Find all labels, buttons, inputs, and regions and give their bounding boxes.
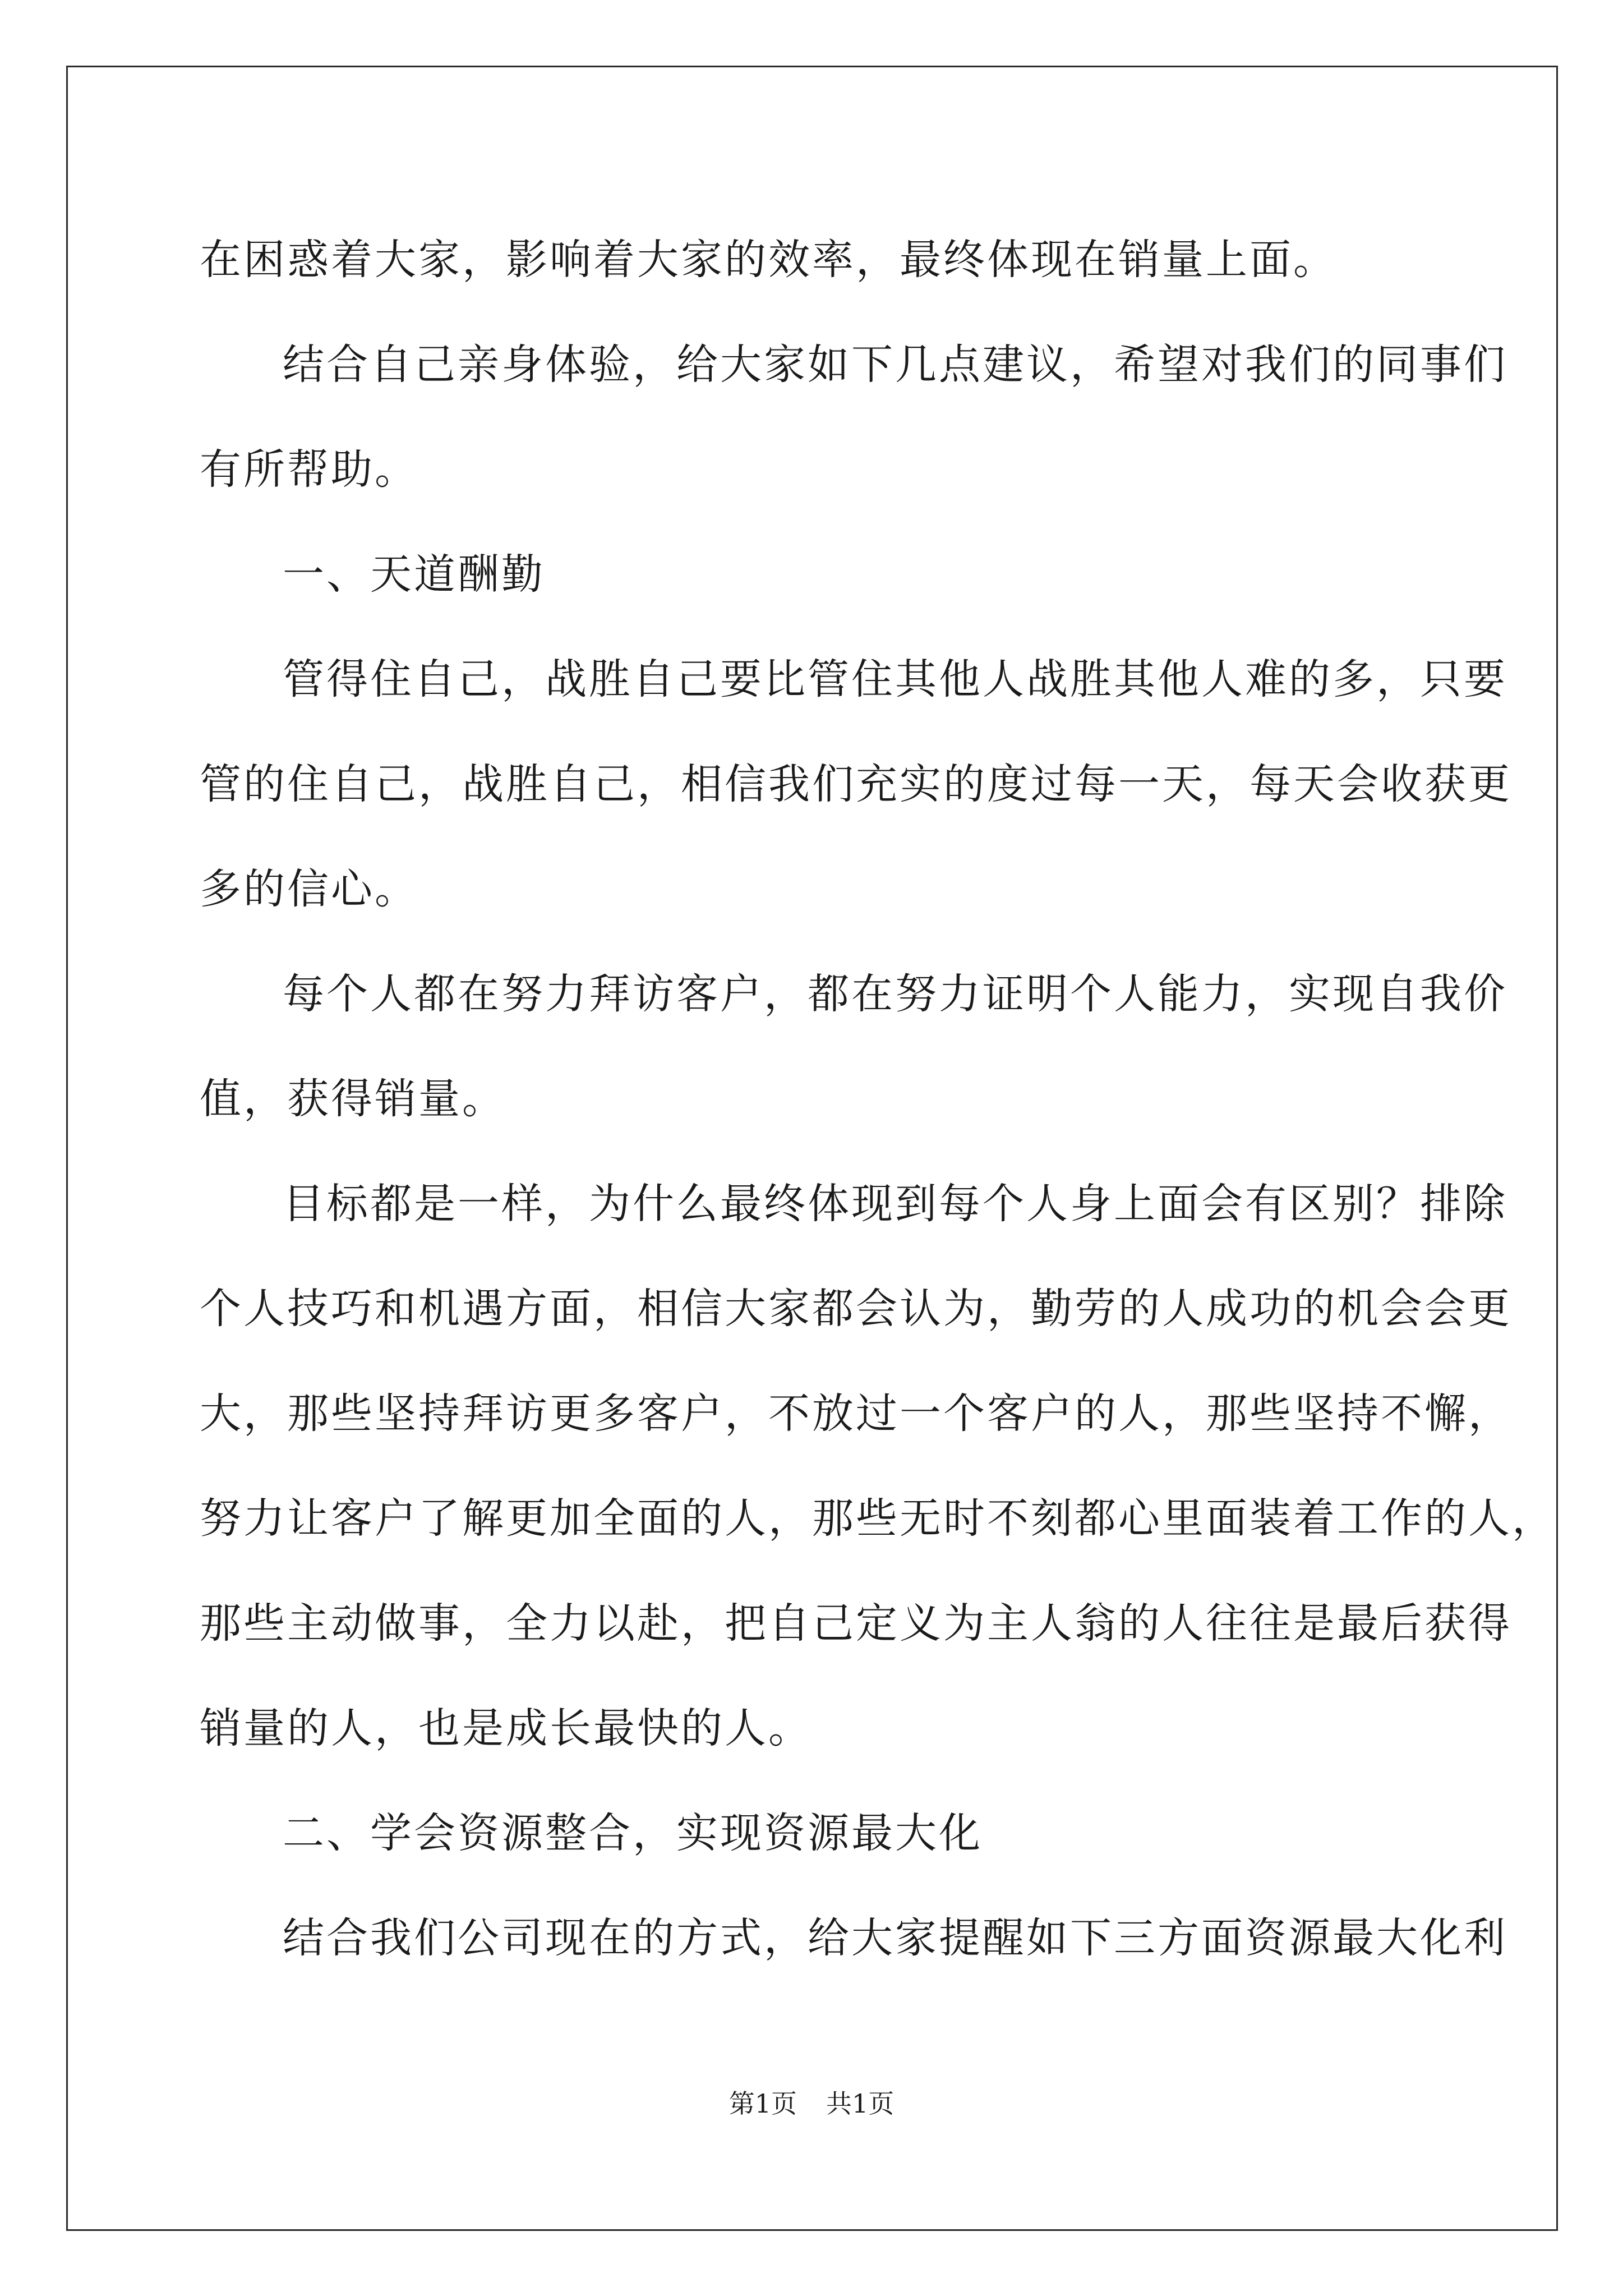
text-line: 值，获得销量。 xyxy=(200,1075,506,1123)
text-line: 大，那些坚持拜访更多客户，不放过一个客户的人，那些坚持不懈， xyxy=(200,1389,1512,1438)
page-footer xyxy=(0,2087,1623,2120)
text-line: 管的住自己，战胜自己，相信我们充实的度过每一天，每天会收获更 xyxy=(200,760,1512,808)
text-line: 有所帮助。 xyxy=(200,445,418,494)
document-body xyxy=(200,208,1556,1991)
text-line: 在困惑着大家，影响着大家的效率，最终体现在销量上面。 xyxy=(200,236,1337,284)
text-line: 销量的人，也是成长最快的人。 xyxy=(200,1704,812,1752)
page-number-current: 第1页 xyxy=(728,2088,797,2119)
section-heading: 一、天道酬勤 xyxy=(283,550,545,599)
text-line: 结合自己亲身体验，给大家如下几点建议，希望对我们的同事们 xyxy=(283,341,1507,389)
page-number-total: 共1页 xyxy=(826,2088,895,2119)
text-line: 每个人都在努力拜访客户，都在努力证明个人能力，实现自我价 xyxy=(283,970,1507,1018)
section-heading: 二、学会资源整合，实现资源最大化 xyxy=(283,1809,983,1857)
text-line: 结合我们公司现在的方式，给大家提醒如下三方面资源最大化利 xyxy=(283,1914,1507,1962)
text-line: 那些主动做事，全力以赴，把自己定义为主人翁的人往往是最后获得 xyxy=(200,1599,1512,1648)
text-line: 多的信心。 xyxy=(200,865,418,913)
text-line: 目标都是一样，为什么最终体现到每个人身上面会有区别？排除 xyxy=(283,1180,1507,1228)
text-line: 努力让客户了解更加全面的人，那些无时不刻都心里面装着工作的人， xyxy=(200,1494,1556,1543)
text-line: 个人技巧和机遇方面，相信大家都会认为，勤劳的人成功的机会会更 xyxy=(200,1285,1512,1333)
text-line: 管得住自己，战胜自己要比管住其他人战胜其他人难的多，只要 xyxy=(283,655,1507,703)
